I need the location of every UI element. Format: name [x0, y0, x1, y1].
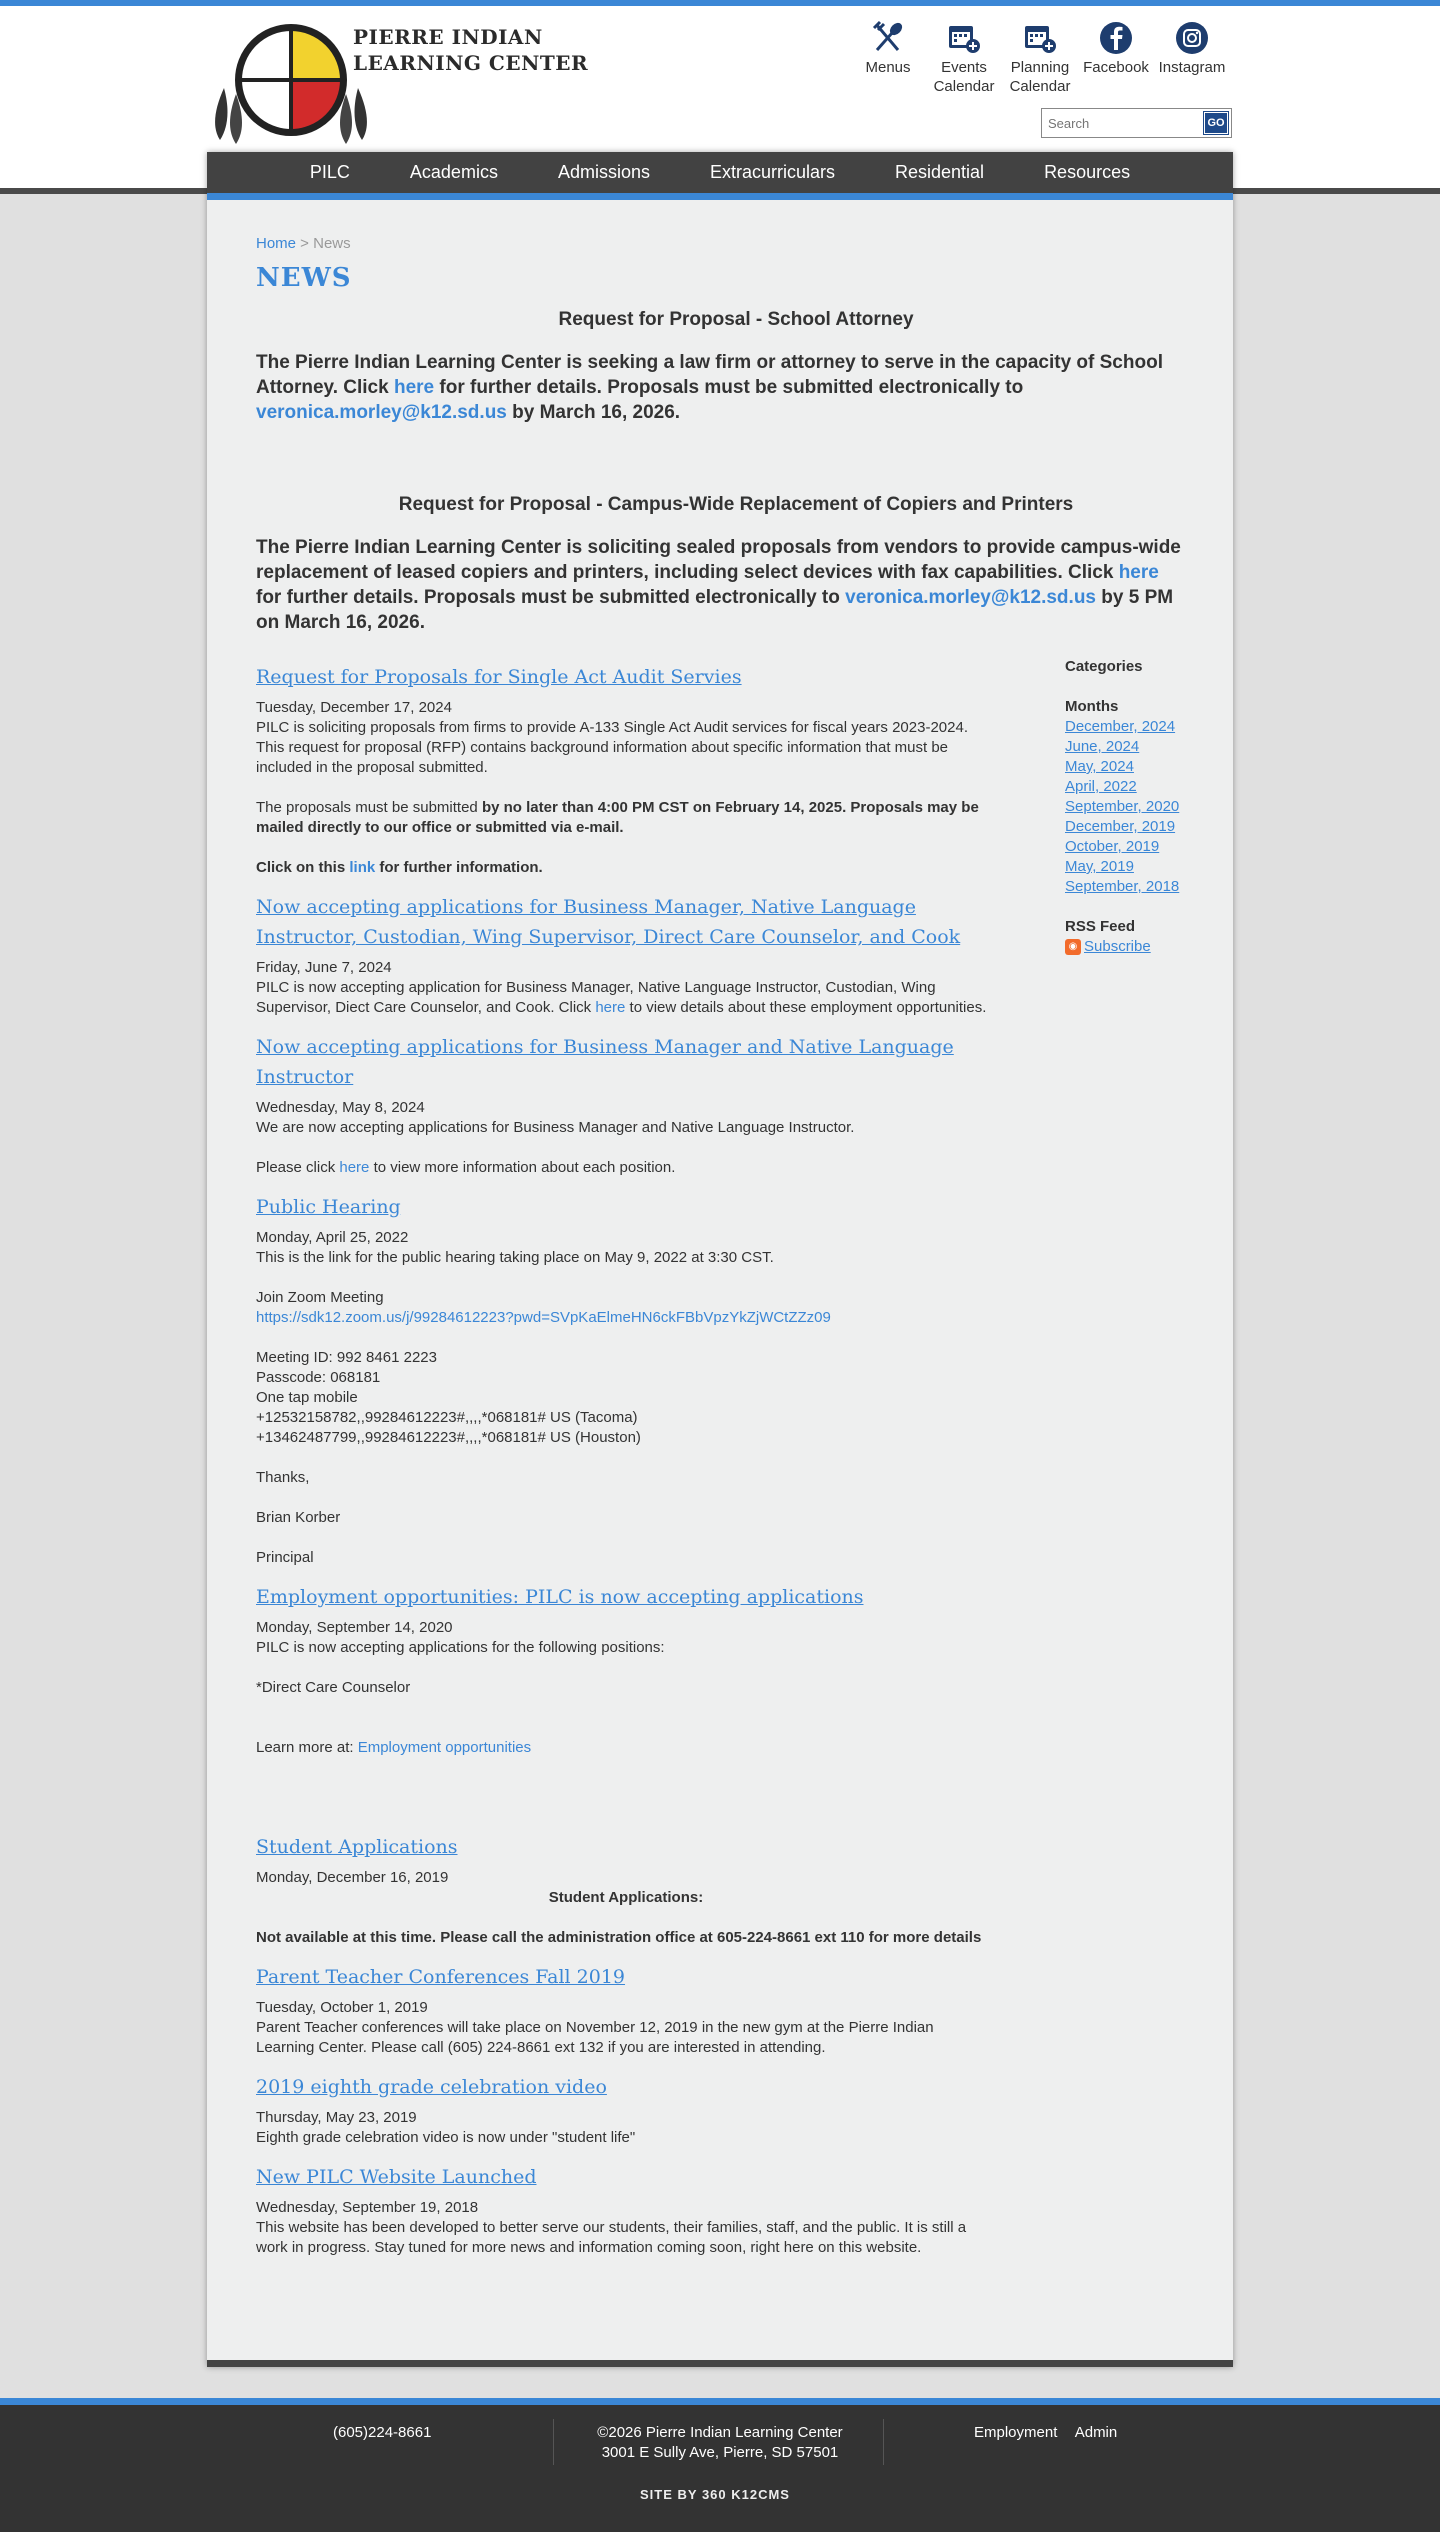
breadcrumb-sep: > [296, 235, 314, 252]
one-tap-number: +12532158782,,99284612223#,,,,*068181# US (Tacoma) [256, 1409, 638, 1426]
quicklink-events-calendar[interactable] [924, 20, 1004, 96]
post-body-a: PILC is now accepting application for Business Manager, Native Language Instructor, Custodian, Wing Supervisor, Diect Care Counselor, and Cook. Click [256, 979, 936, 1016]
footer-street: 3001 E Sully Ave, Pierre, SD 57501 [601, 2444, 839, 2461]
rfp1-text-b: for further details. Proposals must be submitted electronically to [434, 377, 1024, 398]
main-nav [207, 152, 1233, 200]
one-tap-label: One tap mobile [256, 1389, 358, 1406]
post-body: PILC is soliciting proposals from firms to provide A-133 Single Act Audit services for fiscal years 2023-2024. This request for proposal (RFP) contains background information about specific information that must be included in the proposal submitted. [256, 719, 968, 776]
sidebar-month-link[interactable]: May, 2024 [1065, 758, 1134, 775]
quicklink-label: Planning [1010, 59, 1070, 76]
news-post [256, 1032, 996, 1178]
post-body: Not available at this time. Please call the administration office at 605-224-8661 ext 110 for more details [256, 1929, 982, 1946]
site-name-line1: PIERRE INDIAN [353, 25, 543, 49]
post-title-link[interactable]: Public Hearing [256, 1196, 401, 1218]
footer-admin-link[interactable]: Admin [1074, 2424, 1118, 2441]
rfp2-text-b: for further details. Proposals must be submitted electronically to [256, 587, 846, 608]
sidebar-month-link[interactable]: October, 2019 [1065, 838, 1160, 855]
post-inline-link[interactable]: here [595, 999, 626, 1016]
quicklink-label-2: Calendar [1009, 78, 1071, 95]
nav-item-pilc[interactable]: PILC [309, 162, 350, 182]
breadcrumb [256, 234, 1216, 254]
site-name-line2: LEARNING CENTER [353, 51, 589, 75]
post-body-a: Learn more at: [256, 1739, 358, 1756]
post-body-a: Click on this [256, 859, 350, 876]
page-title: NEWS [256, 263, 352, 293]
sidebar-month-link[interactable]: May, 2019 [1065, 858, 1134, 875]
footer-copyright: ©2026 Pierre Indian Learning Center [597, 2424, 843, 2441]
post-body [256, 1738, 996, 1758]
news-post [256, 1582, 996, 1818]
rfp2-text-c: by 5 PM on March 16, 2026. [256, 587, 1174, 633]
post-date: Thursday, May 23, 2019 [256, 2109, 417, 2126]
post-date: Monday, September 14, 2020 [256, 1619, 453, 1636]
footer-accent-bar [0, 2398, 1440, 2405]
post-body [256, 858, 996, 878]
rss-icon: ◉ [1065, 939, 1081, 955]
logo-medicine-wheel-icon[interactable] [206, 20, 376, 146]
post-body-bold: by no later than 4:00 PM CST on February 14, 2025. Proposals may be mailed directly to our office or submitted via e-mail. [256, 799, 979, 836]
signer-name: Brian Korber [256, 1509, 341, 1526]
meeting-id: Meeting ID: 992 8461 2223 [256, 1349, 437, 1366]
sidebar-months-heading: Months [1065, 698, 1119, 715]
post-body-a: Please click [256, 1159, 340, 1176]
post-date: Monday, April 25, 2022 [256, 1229, 409, 1246]
sidebar-month-link[interactable]: December, 2019 [1065, 818, 1176, 835]
news-post [256, 2072, 996, 2148]
news-post [256, 662, 996, 878]
post-body-b: for further information. [375, 859, 543, 876]
post-title-link[interactable]: 2019 eighth grade celebration video [256, 2076, 607, 2098]
content-bottom-border [207, 2360, 1233, 2367]
rfp1-text-c: by March 16, 2026. [506, 402, 681, 423]
rfp1-here-link[interactable]: here [393, 377, 435, 398]
site-footer [0, 2405, 1440, 2532]
footer-links [974, 2423, 1131, 2443]
nav-item-resources[interactable]: Resources [1044, 162, 1131, 182]
nav-item-academics[interactable]: Academics [409, 162, 498, 182]
rfp2-here-link[interactable]: here [1118, 562, 1159, 583]
post-title-link[interactable]: Request for Proposals for Single Act Audit Servies [256, 666, 742, 688]
search-box [1041, 108, 1232, 138]
post-date: Wednesday, May 8, 2024 [256, 1099, 425, 1116]
post-body: Eighth grade celebration video is now under "student life" [256, 2129, 636, 2146]
rss-subscribe[interactable] [1065, 937, 1225, 957]
news-list [256, 662, 996, 2272]
facebook-icon [1098, 20, 1134, 56]
rfp1-heading: Request for Proposal - School Attorney [558, 309, 914, 330]
post-title-link[interactable]: Employment opportunities: PILC is now accepting applications [256, 1586, 864, 1608]
zoom-link[interactable]: https://sdk12.zoom.us/j/99284612223?pwd=SVpKaElmeHN6ckFBbVpzYkZjWCtZZz09 [256, 1309, 831, 1326]
rfp1-text [256, 350, 1186, 425]
post-body-a: The proposals must be submitted [256, 799, 482, 816]
sidebar [1065, 657, 1225, 957]
post-body: This is the link for the public hearing taking place on May 9, 2022 at 3:30 CST. [256, 1249, 774, 1266]
quicklink-menus[interactable] [848, 20, 928, 77]
quicklink-facebook[interactable] [1076, 20, 1156, 77]
search-go-button[interactable]: GO [1204, 112, 1228, 134]
quicklink-label: Instagram [1158, 59, 1226, 76]
sidebar-month-link[interactable]: April, 2022 [1065, 778, 1137, 795]
post-body [256, 978, 996, 1018]
one-tap-number: +13462487799,,99284612223#,,,,*068181# US (Houston) [256, 1429, 641, 1446]
post-body [256, 798, 996, 838]
post-title-link[interactable]: Now accepting applications for Business Manager, Native Language Instructor, Custodian, Wing Supervisor, Direct Care Counselor, and Cook [256, 896, 961, 948]
passcode: Passcode: 068181 [256, 1369, 381, 1386]
post-title-link[interactable]: Now accepting applications for Business Manager and Native Language Instructor [256, 1036, 954, 1088]
quicklink-label: Events [941, 59, 987, 76]
rfp1-email-link[interactable]: veronica.morley@k12.sd.us [256, 402, 507, 423]
breadcrumb-home[interactable]: Home [256, 235, 297, 252]
site-by-badge[interactable]: SITE BY 360 K12CMS [640, 2487, 790, 2502]
breadcrumb-current: News [313, 235, 351, 252]
rfp2-email-link[interactable]: veronica.morley@k12.sd.us [845, 587, 1096, 608]
signer-role: Principal [256, 1549, 314, 1566]
post-body: PILC is now accepting applications for the following positions: [256, 1639, 665, 1656]
footer-divider [553, 2419, 554, 2465]
post-inline-link[interactable]: link [349, 859, 376, 876]
post-date: Monday, December 16, 2019 [256, 1869, 449, 1886]
post-date: Wednesday, September 19, 2018 [256, 2199, 479, 2216]
footer-divider [883, 2419, 884, 2465]
sidebar-month-link[interactable]: June, 2024 [1065, 738, 1140, 755]
news-post [256, 2162, 996, 2258]
nav-item-admissions[interactable]: Admissions [557, 162, 650, 182]
post-body: This website has been developed to better serve our students, their families, staff, and the public. It is still a work in progress. Stay tuned for more news and information coming soon, right here on this website. [256, 2219, 967, 2256]
post-title-link[interactable]: Parent Teacher Conferences Fall 2019 [256, 1966, 626, 1988]
post-body: Parent Teacher conferences will take place on November 12, 2019 in the new gym at the Pierre Indian Learning Center. Please call (605) 224-8661 ext 132 if you are interested in attending. [256, 2019, 934, 2056]
fork-spoon-icon [870, 20, 906, 56]
post-title-link[interactable]: Student Applications [256, 1836, 458, 1858]
quicklink-instagram[interactable] [1152, 20, 1232, 77]
footer-address [560, 2423, 880, 2463]
nav-item-residential[interactable]: Residential [895, 162, 985, 182]
news-post [256, 1962, 996, 2058]
quicklink-planning-calendar[interactable] [1000, 20, 1080, 96]
post-body [256, 1158, 996, 1178]
post-inline-link[interactable]: here [339, 1159, 374, 1176]
sidebar-categories-heading: Categories [1065, 658, 1143, 675]
post-date: Tuesday, December 17, 2024 [256, 699, 452, 716]
zoom-label: Join Zoom Meeting [256, 1289, 384, 1306]
post-inline-link[interactable]: Employment opportunities [357, 1739, 532, 1756]
calendar-add-icon [1022, 20, 1058, 56]
post-heading: Student Applications: [548, 1889, 704, 1906]
page-content [256, 234, 1216, 635]
instagram-icon [1174, 20, 1210, 56]
quicklink-label-2: Calendar [933, 78, 995, 95]
sidebar-month-link[interactable]: September, 2020 [1065, 798, 1180, 815]
footer-phone-link[interactable]: (605)224-8661 [333, 2424, 432, 2441]
quicklink-label: Menus [865, 59, 911, 76]
news-post [256, 892, 996, 1018]
post-date: Tuesday, October 1, 2019 [256, 1999, 428, 2016]
quicklink-label: Facebook [1083, 59, 1149, 76]
rfp2-text [256, 535, 1186, 635]
nav-item-extracurriculars[interactable]: Extracurriculars [709, 162, 835, 182]
search-input[interactable] [1044, 112, 1199, 134]
post-body: We are now accepting applications for Business Manager and Native Language Instructor. [256, 1119, 855, 1136]
news-post [256, 1832, 996, 1948]
rfp1-text-a: The Pierre Indian Learning Center is seeking a law firm or attorney to serve in the capacity of School Attorney. Click [256, 352, 1163, 398]
post-date: Friday, June 7, 2024 [256, 959, 392, 976]
rfp2-text-a: The Pierre Indian Learning Center is soliciting sealed proposals from vendors to provide campus-wide replacement of leased copiers and printers, including select devices with fax capabilities. Click [256, 537, 1181, 583]
content-wrapper [207, 152, 1233, 2367]
post-body-b: to view more information about each position. [373, 1159, 676, 1176]
calendar-add-icon [946, 20, 982, 56]
rss-subscribe-link[interactable]: Subscribe [1084, 938, 1151, 955]
sidebar-month-link[interactable]: September, 2018 [1065, 878, 1180, 895]
sidebar-rss-heading: RSS Feed [1065, 918, 1136, 935]
signoff: Thanks, [256, 1469, 310, 1486]
rfp2-heading: Request for Proposal - Campus-Wide Replacement of Copiers and Printers [398, 494, 1074, 515]
news-post [256, 1192, 996, 1568]
post-body: *Direct Care Counselor [256, 1679, 411, 1696]
footer-employment-link[interactable]: Employment [974, 2424, 1058, 2441]
sidebar-month-link[interactable]: December, 2024 [1065, 718, 1176, 735]
post-body-b: to view details about these employment opportunities. [625, 999, 987, 1016]
site-name[interactable] [353, 24, 588, 76]
post-title-link[interactable]: New PILC Website Launched [256, 2166, 537, 2188]
